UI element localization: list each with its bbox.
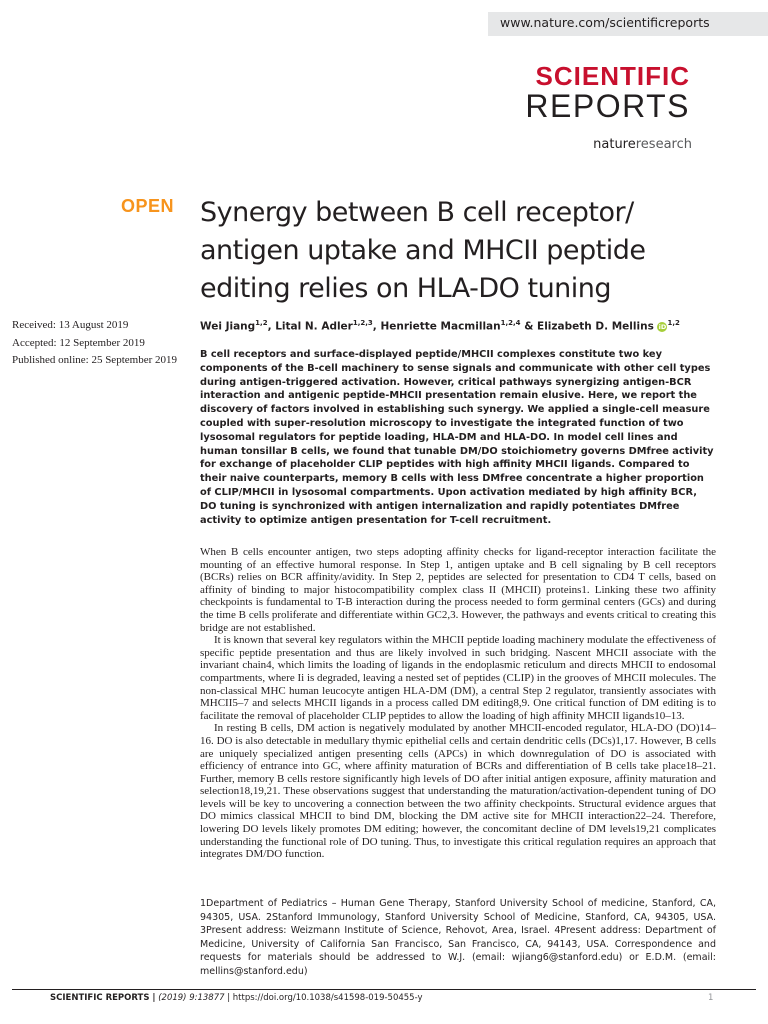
received-date: Received: 13 August 2019 bbox=[12, 319, 129, 331]
publisher-logo: natureresearch bbox=[593, 137, 692, 152]
article-body bbox=[200, 546, 716, 861]
body-paragraph: It is known that several key regulators within the MHCII peptide loading machinery modulate the effectiveness of specific peptide presentation and thus are likely involved in such bridging. Nascent MHCII associate with the invariant chain4, which limits the loading of ligands in the endoplasmic reticulum and directs MHCII to endosomal compartments, where Ii is degraded, leaving a nested set of peptides (CLIP) in the grooves of MHCII molecules. The non-classical MHC human leucocyte antigen HLA-DM (DM), a central Step 2 regulator, transiently associates with MHCII5–7 and selects MHCII ligands in a process called DM editing8,9. One critical function of DM editing is to facilitate the removal of placeholder CLIP peptides to allow the loading of high affinity MHCII ligands10–13. bbox=[200, 634, 716, 722]
author-affiliation-marker: 1,2 bbox=[667, 319, 680, 327]
author-name[interactable]: Henriette Macmillan bbox=[380, 320, 501, 333]
author-name[interactable]: Lital N. Adler bbox=[275, 320, 353, 333]
page-footer bbox=[50, 993, 423, 1003]
published-date: Published online: 25 September 2019 bbox=[12, 354, 177, 366]
author-affiliation-marker: 1,2,4 bbox=[500, 319, 521, 327]
footer-doi-link[interactable]: | https://doi.org/10.1038/s41598-019-50455-y bbox=[224, 993, 423, 1003]
article-history bbox=[12, 317, 177, 370]
logo-line-reports: REPORTS bbox=[525, 88, 690, 124]
footer-divider bbox=[12, 989, 756, 990]
page-number: 1 bbox=[708, 993, 714, 1003]
open-access-label: OPEN bbox=[121, 196, 175, 216]
body-paragraph: In resting B cells, DM action is negatively modulated by another MHCII-encoded regulator, HLA-DO (DO)14–16. DO is also detectable in medullary thymic epithelial cells and certain dendritic cells (DCs)1,17. However, B cells are uniquely specialized antigen presenting cells (APCs) in which downregulation of DO is associated with efficiency of entrance into GC, where affinity maturation of BCRs and differentiation of B cells take place18–21. Further, memory B cells restore significantly high levels of DO after initial antigen exposure, affinity maturation and selection18,19,21. These observations suggest that understanding the maturation/activation-dependent tuning of DO levels will be key to uncovering a connection between the two affinity checkpoints. Structural evidence argues that DO mimics classical MHCII to bind DM, blocking the DM active site for MHCII interaction22–24. Therefore, lowering DO levels likely promotes DM editing; however, the concomitant decline of DM levels19,21 complicates understanding the functional role of DO tuning. Thus, to investigate this critical regulation requires an approach that integrates DM/DO function. bbox=[200, 722, 716, 861]
orcid-icon[interactable]: iD bbox=[658, 322, 667, 331]
accepted-date: Accepted: 12 September 2019 bbox=[12, 336, 145, 349]
journal-url-bar bbox=[488, 12, 768, 36]
body-paragraph: When B cells encounter antigen, two steps adopting affinity checks for ligand-receptor interaction facilitate the mounting of an effective humoral response. In Step 1, antigen uptake and B cell signaling by B cell receptors (BCRs) relies on BCR affinity/avidity. In Step 2, peptides are selected for presentation to CD4 T cells, based on affinity of binding to major histocompatibility complex class II (MHCII) proteins1. Linking these two affinity checkpoints is fundamental to T-B interaction during the process needed to form germinal centers (GCs) and during the time B cells proliferate and differentiate within GC2,3. However, the pathways and events critical to creating this bridge are not established. bbox=[200, 546, 716, 634]
author-affiliation-marker: 1,2 bbox=[255, 319, 268, 327]
author-name[interactable]: Elizabeth D. Mellins bbox=[537, 320, 654, 333]
footer-citation: (2019) 9:13877 | https://doi.org/10.1038/s41598-019-50455-y bbox=[158, 993, 423, 1003]
author-name[interactable]: Wei Jiang bbox=[200, 320, 256, 333]
author-list: Wei Jiang$^{1,2}$, Lital N. Adler$^{1,2,3}$, Henriette Macmillan$^{1,2,4}$ & Elizabeth D. Mellins iD$^{1,2}$ bbox=[200, 319, 680, 333]
logo-line-scientific: SCIENTIFIC bbox=[535, 61, 690, 91]
article-title: Synergy between B cell receptor/ antigen uptake and MHCII peptide editing relies on HLA-DO tuning bbox=[200, 197, 646, 304]
journal-logo bbox=[525, 61, 692, 152]
abstract: B cell receptors and surface-displayed peptide/MHCII complexes constitute two key components of the B-cell machinery to sense signals and communicate with other cell types during antigen-triggered activation. However, critical pathways synergizing antigen-BCR interaction and antigenic peptide-MHCII presentation remain elusive. Here, we report the discovery of factors involved in establishing such synergy. We applied a single-cell measure coupled with super-resolution microscopy to investigate the integrated function of two lysosomal regulators for peptide loading, HLA-DM and HLA-DO. In model cell lines and human tonsillar B cells, we found that tunable DM/DO stoichiometry governs DMfree activity for exchange of placeholder CLIP peptides with high affinity MHCII ligands. Compared to their naive counterparts, memory B cells with less DMfree concentrate a higher proportion of CLIP/MHCII in lysosomal compartments. Upon activation mediated by high affinity BCR, DO tuning is synchronized with antigen internalization and rapidly potentiates DMfree activity to optimize antigen presentation for T-cell recruitment. bbox=[200, 349, 714, 526]
author-affiliation-marker: 1,2,3 bbox=[352, 319, 373, 327]
affiliations-footnote: 1Department of Pediatrics – Human Gene Therapy, Stanford University School of medicine, Stanford, CA, 94305, USA. 2Stanford Immunology, Stanford University School of Medicine, Stanford, CA, 94305, USA. 3Present address: Weizmann Institute of Science, Rehovot, Area, Israel. 4Present address: Department of Medicine, University of California San Francisco, San Francisco, CA, 94143, USA. Correspondence and requests for materials should be addressed to W.J. (email: wjiang6@stanford.edu) or E.D.M. (email: mellins@stanford.edu) bbox=[200, 898, 716, 977]
journal-url[interactable]: www.nature.com/scientificreports bbox=[500, 15, 710, 30]
footer-journal-name: SCIENTIFIC REPORTS | bbox=[50, 993, 156, 1003]
